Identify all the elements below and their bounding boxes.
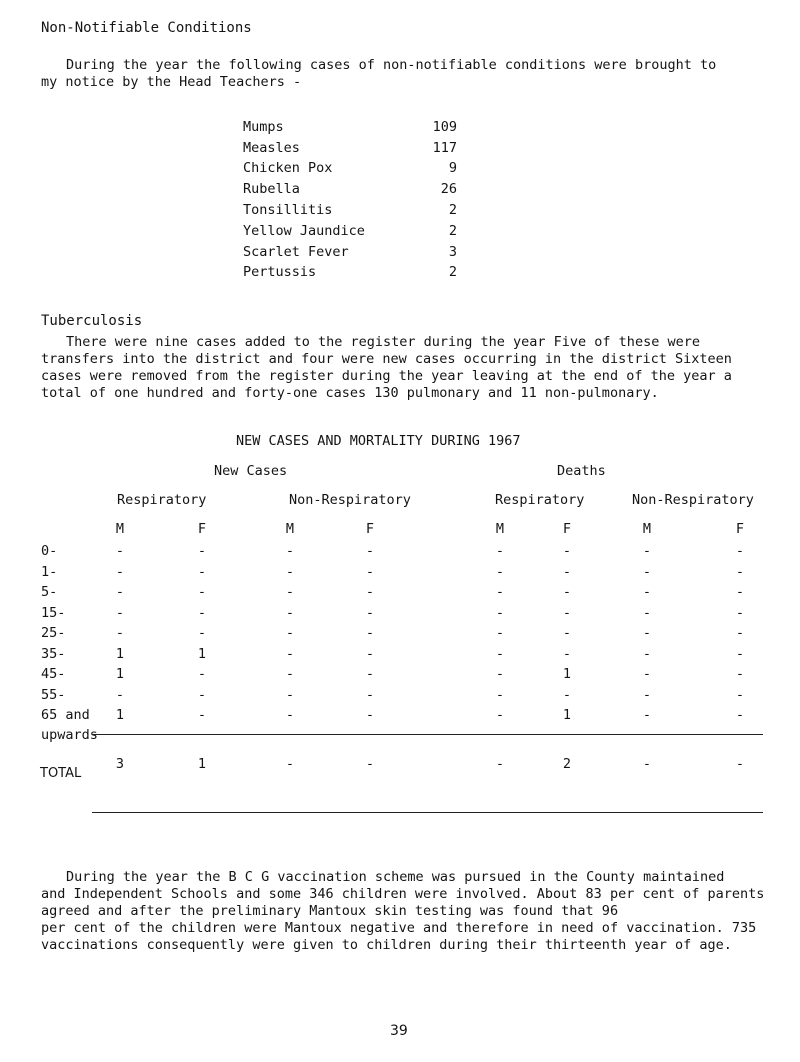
table-cell: - xyxy=(562,686,572,703)
table-cell: - xyxy=(285,666,295,682)
table-cell: - xyxy=(562,584,572,600)
age-group-label: 15- xyxy=(41,604,66,621)
table-cell: - xyxy=(115,563,125,580)
table-cell: - xyxy=(735,707,745,723)
age-group-label: 5- xyxy=(41,584,58,600)
table-cell: - xyxy=(197,625,207,641)
table-cell: - xyxy=(115,543,125,559)
table-cell: - xyxy=(495,604,505,621)
tb-line: total of one hundred and forty-one cases 130 pulmonary and 11 non-pulmonary. xyxy=(41,385,659,401)
sub-header: Non-Respiratory xyxy=(632,492,754,508)
condition-name: Scarlet Fever xyxy=(243,244,349,260)
table-cell: - xyxy=(365,563,375,580)
age-group-label: 35- xyxy=(41,645,66,662)
age-group-label: 65 and xyxy=(41,707,90,723)
table-cell: 1 xyxy=(197,645,207,662)
sex-header: M xyxy=(115,521,125,537)
table-cell: 1 xyxy=(115,645,125,662)
bcg-line: During the year the B C G vaccination scheme was pursued in the County maintained xyxy=(66,869,725,885)
sex-header: F xyxy=(735,521,745,537)
sub-header: Respiratory xyxy=(495,492,585,508)
table-cell: - xyxy=(642,563,652,580)
table-cell: - xyxy=(365,584,375,600)
total-label: TOTAL xyxy=(40,766,82,781)
table-cell: - xyxy=(735,563,745,580)
table-cell: - xyxy=(365,707,375,723)
table-cell: - xyxy=(197,563,207,580)
page-number: 39 xyxy=(390,1023,408,1039)
table-cell: - xyxy=(495,707,505,723)
condition-count: 109 xyxy=(432,119,457,135)
table-cell: - xyxy=(285,707,295,723)
table-cell: - xyxy=(285,563,295,580)
total-cell: - xyxy=(285,756,295,772)
table-cell: - xyxy=(365,543,375,559)
table-cell: - xyxy=(285,686,295,703)
condition-count: 117 xyxy=(432,140,457,156)
total-cell: 3 xyxy=(115,756,125,772)
table-cell: - xyxy=(642,686,652,703)
table-cell: - xyxy=(285,604,295,621)
total-cell: - xyxy=(365,756,375,772)
total-cell: 1 xyxy=(197,756,207,772)
bcg-line: agreed and after the preliminary Mantoux skin testing was found that 96 xyxy=(41,903,619,919)
group-header-deaths: Deaths xyxy=(557,463,606,479)
condition-name: Pertussis xyxy=(243,264,317,280)
section-heading-tuberculosis: Tuberculosis xyxy=(41,313,143,329)
table-cell: - xyxy=(197,666,207,682)
sex-header: M xyxy=(285,521,295,537)
condition-name: Measles xyxy=(243,140,300,156)
total-cell: - xyxy=(642,756,652,772)
table-cell: - xyxy=(115,686,125,703)
bcg-line: per cent of the children were Mantoux negative and therefore in need of vaccination. 735 xyxy=(41,920,757,936)
table-cell: 1 xyxy=(115,666,125,682)
table-cell: - xyxy=(365,645,375,662)
table-cell: - xyxy=(735,584,745,600)
table-cell: - xyxy=(115,584,125,600)
table-cell: - xyxy=(562,625,572,641)
table-cell: - xyxy=(562,543,572,559)
table-cell: - xyxy=(495,563,505,580)
condition-count: 2 xyxy=(448,264,457,280)
table-cell: - xyxy=(562,563,572,580)
age-group-label-cont: upwards xyxy=(41,727,98,743)
table-cell: - xyxy=(115,604,125,621)
table-cell: 1 xyxy=(562,707,572,723)
tb-line: cases were removed from the register during the year leaving at the end of the year a xyxy=(41,368,732,384)
table-cell: - xyxy=(642,645,652,662)
table-cell: - xyxy=(197,686,207,703)
intro-line: During the year the following cases of non-notifiable conditions were brought to xyxy=(66,57,717,73)
section-heading-non-notifiable: Non-Notifiable Conditions xyxy=(41,20,252,36)
sex-header: M xyxy=(642,521,652,537)
table-cell: - xyxy=(735,645,745,662)
condition-count: 26 xyxy=(440,181,457,197)
sub-header: Non-Respiratory xyxy=(289,492,411,508)
table-cell: - xyxy=(197,707,207,723)
table-cell: - xyxy=(495,666,505,682)
total-cell: - xyxy=(495,756,505,772)
table-cell: - xyxy=(642,584,652,600)
table-cell: - xyxy=(285,584,295,600)
tb-line: There were nine cases added to the register during the year Five of these were xyxy=(66,334,700,350)
table-cell: - xyxy=(197,604,207,621)
age-group-label: 0- xyxy=(41,543,58,559)
table-cell: 1 xyxy=(115,707,125,723)
total-cell: 2 xyxy=(562,756,572,772)
table-cell: - xyxy=(115,625,125,641)
table-cell: 1 xyxy=(562,666,572,682)
condition-count: 2 xyxy=(448,202,457,218)
table-cell: - xyxy=(642,543,652,559)
tuberculosis-paragraph xyxy=(41,334,761,402)
sub-header: Respiratory xyxy=(117,492,207,508)
condition-name: Rubella xyxy=(243,181,300,197)
bcg-line: and Independent Schools and some 346 children were involved. About 83 per cent of parents xyxy=(41,886,765,902)
intro-line: my notice by the Head Teachers - xyxy=(41,74,302,90)
table-cell: - xyxy=(642,707,652,723)
table-cell: - xyxy=(285,645,295,662)
condition-name: Yellow Jaundice xyxy=(243,223,365,239)
table-cell: - xyxy=(285,543,295,559)
total-cell: - xyxy=(735,756,745,772)
condition-name: Chicken Pox xyxy=(243,160,333,176)
table-cell: - xyxy=(495,625,505,641)
sex-header: M xyxy=(495,521,505,537)
table-cell: - xyxy=(365,666,375,682)
condition-count: 2 xyxy=(448,223,457,239)
table-cell: - xyxy=(495,584,505,600)
table-cell: - xyxy=(642,666,652,682)
table-cell: - xyxy=(365,604,375,621)
tb-line: transfers into the district and four were new cases occurring in the district Sixteen xyxy=(41,351,732,367)
sex-header: F xyxy=(562,521,572,537)
table-cell: - xyxy=(735,686,745,703)
sex-header: F xyxy=(197,521,207,537)
table-cell: - xyxy=(642,604,652,621)
table-cell: - xyxy=(197,543,207,559)
table-title: NEW CASES AND MORTALITY DURING 1967 xyxy=(236,433,521,449)
age-group-label: 1- xyxy=(41,563,58,580)
age-group-label: 25- xyxy=(41,625,66,641)
table-cell: - xyxy=(495,543,505,559)
condition-count: 9 xyxy=(448,160,457,176)
table-cell: - xyxy=(495,645,505,662)
sex-header: F xyxy=(365,521,375,537)
bcg-paragraph xyxy=(41,869,765,954)
condition-count: 3 xyxy=(448,244,457,260)
rule-bottom xyxy=(92,812,763,813)
table-cell: - xyxy=(365,686,375,703)
table-cell: - xyxy=(735,543,745,559)
table-cell: - xyxy=(197,584,207,600)
bcg-line: vaccinations consequently were given to children during their thirteenth year of age. xyxy=(41,937,732,953)
table-cell: - xyxy=(735,666,745,682)
table-cell: - xyxy=(495,686,505,703)
table-cell: - xyxy=(285,625,295,641)
table-cell: - xyxy=(735,625,745,641)
table-cell: - xyxy=(642,625,652,641)
age-group-label: 55- xyxy=(41,686,66,703)
table-cell: - xyxy=(562,645,572,662)
condition-name: Mumps xyxy=(243,119,284,135)
table-cell: - xyxy=(562,604,572,621)
condition-name: Tonsillitis xyxy=(243,202,333,218)
age-group-label: 45- xyxy=(41,666,66,682)
intro-paragraph xyxy=(41,57,761,91)
rule-top xyxy=(92,734,763,735)
table-cell: - xyxy=(365,625,375,641)
table-cell: - xyxy=(735,604,745,621)
group-header-new-cases: New Cases xyxy=(214,463,288,479)
